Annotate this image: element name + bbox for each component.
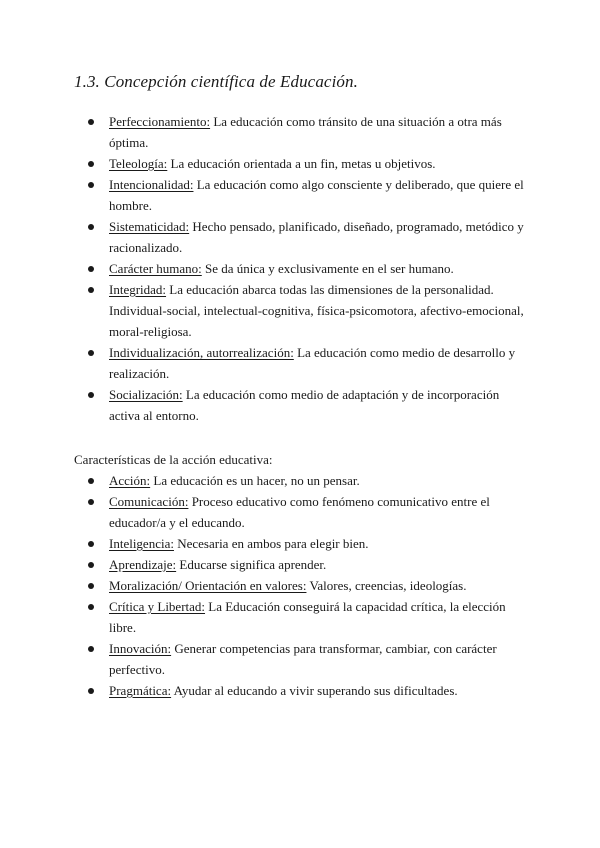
bullet-icon (88, 392, 94, 398)
bullet-icon (88, 604, 94, 610)
list-item (88, 342, 528, 384)
item-text: Proceso educativo como fenómeno comunicativo entre el educador/a y el educando. (109, 494, 490, 530)
concept-list (88, 111, 528, 426)
item-text: Educarse significa aprender. (176, 557, 327, 572)
item-term: Perfeccionamiento: (109, 114, 211, 129)
bullet-icon (88, 646, 94, 652)
bullet-icon (88, 182, 94, 188)
list-item (88, 279, 528, 342)
bullet-icon (88, 499, 94, 505)
item-text: La educación como tránsito de una situación a otra más óptima. (109, 114, 502, 150)
section-heading: 1.3. Concepción científica de Educación. (74, 72, 358, 91)
bullet-icon (88, 350, 94, 356)
list-item (88, 491, 528, 533)
list-item (88, 533, 528, 554)
item-term: Aprendizaje: (109, 557, 177, 572)
bullet-icon (88, 688, 94, 694)
list-item (88, 470, 528, 491)
list-item (88, 216, 528, 258)
list-item (88, 153, 528, 174)
list-item (88, 554, 528, 575)
list-item (88, 384, 528, 426)
item-term: Acción: (109, 473, 151, 488)
item-term: Teleología: (109, 156, 168, 171)
item-term: Individualización, autorrealización: (109, 345, 294, 360)
item-text: La educación como medio de adaptación y de incorporación activa al entorno. (109, 387, 500, 423)
item-term: Intencionalidad: (109, 177, 194, 192)
item-term: Sistematicidad: (109, 219, 190, 234)
bullet-icon (88, 562, 94, 568)
item-term: Inteligencia: (109, 536, 174, 551)
item-text: La educación orientada a un fin, metas u objetivos. (167, 156, 436, 171)
bullet-icon (88, 119, 94, 125)
item-text: Hecho pensado, planificado, diseñado, programado, metódico y racionalizado. (109, 219, 524, 255)
bullet-icon (88, 161, 94, 167)
item-text: Valores, creencias, ideologías. (306, 578, 467, 593)
bullet-icon (88, 583, 94, 589)
item-term: Carácter humano: (109, 261, 202, 276)
list-item (88, 575, 528, 596)
item-term: Pragmática: (109, 683, 172, 698)
list-item (88, 174, 528, 216)
list-item (88, 638, 528, 680)
bullet-icon (88, 287, 94, 293)
item-text: La educación como medio de desarrollo y realización. (109, 345, 516, 381)
item-text: Necesaria en ambos para elegir bien. (173, 536, 369, 551)
item-term: Crítica y Libertad: (109, 599, 206, 614)
item-text: La Educación conseguirá la capacidad crítica, la elección libre. (109, 599, 506, 635)
list-item (88, 596, 528, 638)
bullet-icon (88, 541, 94, 547)
item-term: Innovación: (109, 641, 172, 656)
item-text: Ayudar al educando a vivir superando sus dificultades. (171, 683, 458, 698)
item-text: La educación es un hacer, no un pensar. (150, 473, 360, 488)
item-term: Moralización/ Orientación en valores: (109, 578, 307, 593)
subsection-title: Características de la acción educativa: (74, 452, 273, 467)
item-term: Integridad: (109, 282, 167, 297)
item-text: La educación abarca todas las dimensiones de la personalidad. Individual-social, intelectual-cognitiva, física-psicomotora, afectivo-emocional, moral-religiosa. (109, 282, 524, 339)
item-text: La educación como algo consciente y deliberado, que quiere el hombre. (109, 177, 524, 213)
list-item (88, 680, 528, 701)
bullet-icon (88, 224, 94, 230)
list-item (88, 111, 528, 153)
bullet-icon (88, 478, 94, 484)
item-text: Se da única y exclusivamente en el ser humano. (201, 261, 454, 276)
bullet-icon (88, 266, 94, 272)
item-term: Comunicación: (109, 494, 189, 509)
action-list (88, 470, 528, 701)
list-item (88, 258, 528, 279)
item-text: Generar competencias para transformar, cambiar, con carácter perfectivo. (109, 641, 497, 677)
item-term: Socialización: (109, 387, 183, 402)
